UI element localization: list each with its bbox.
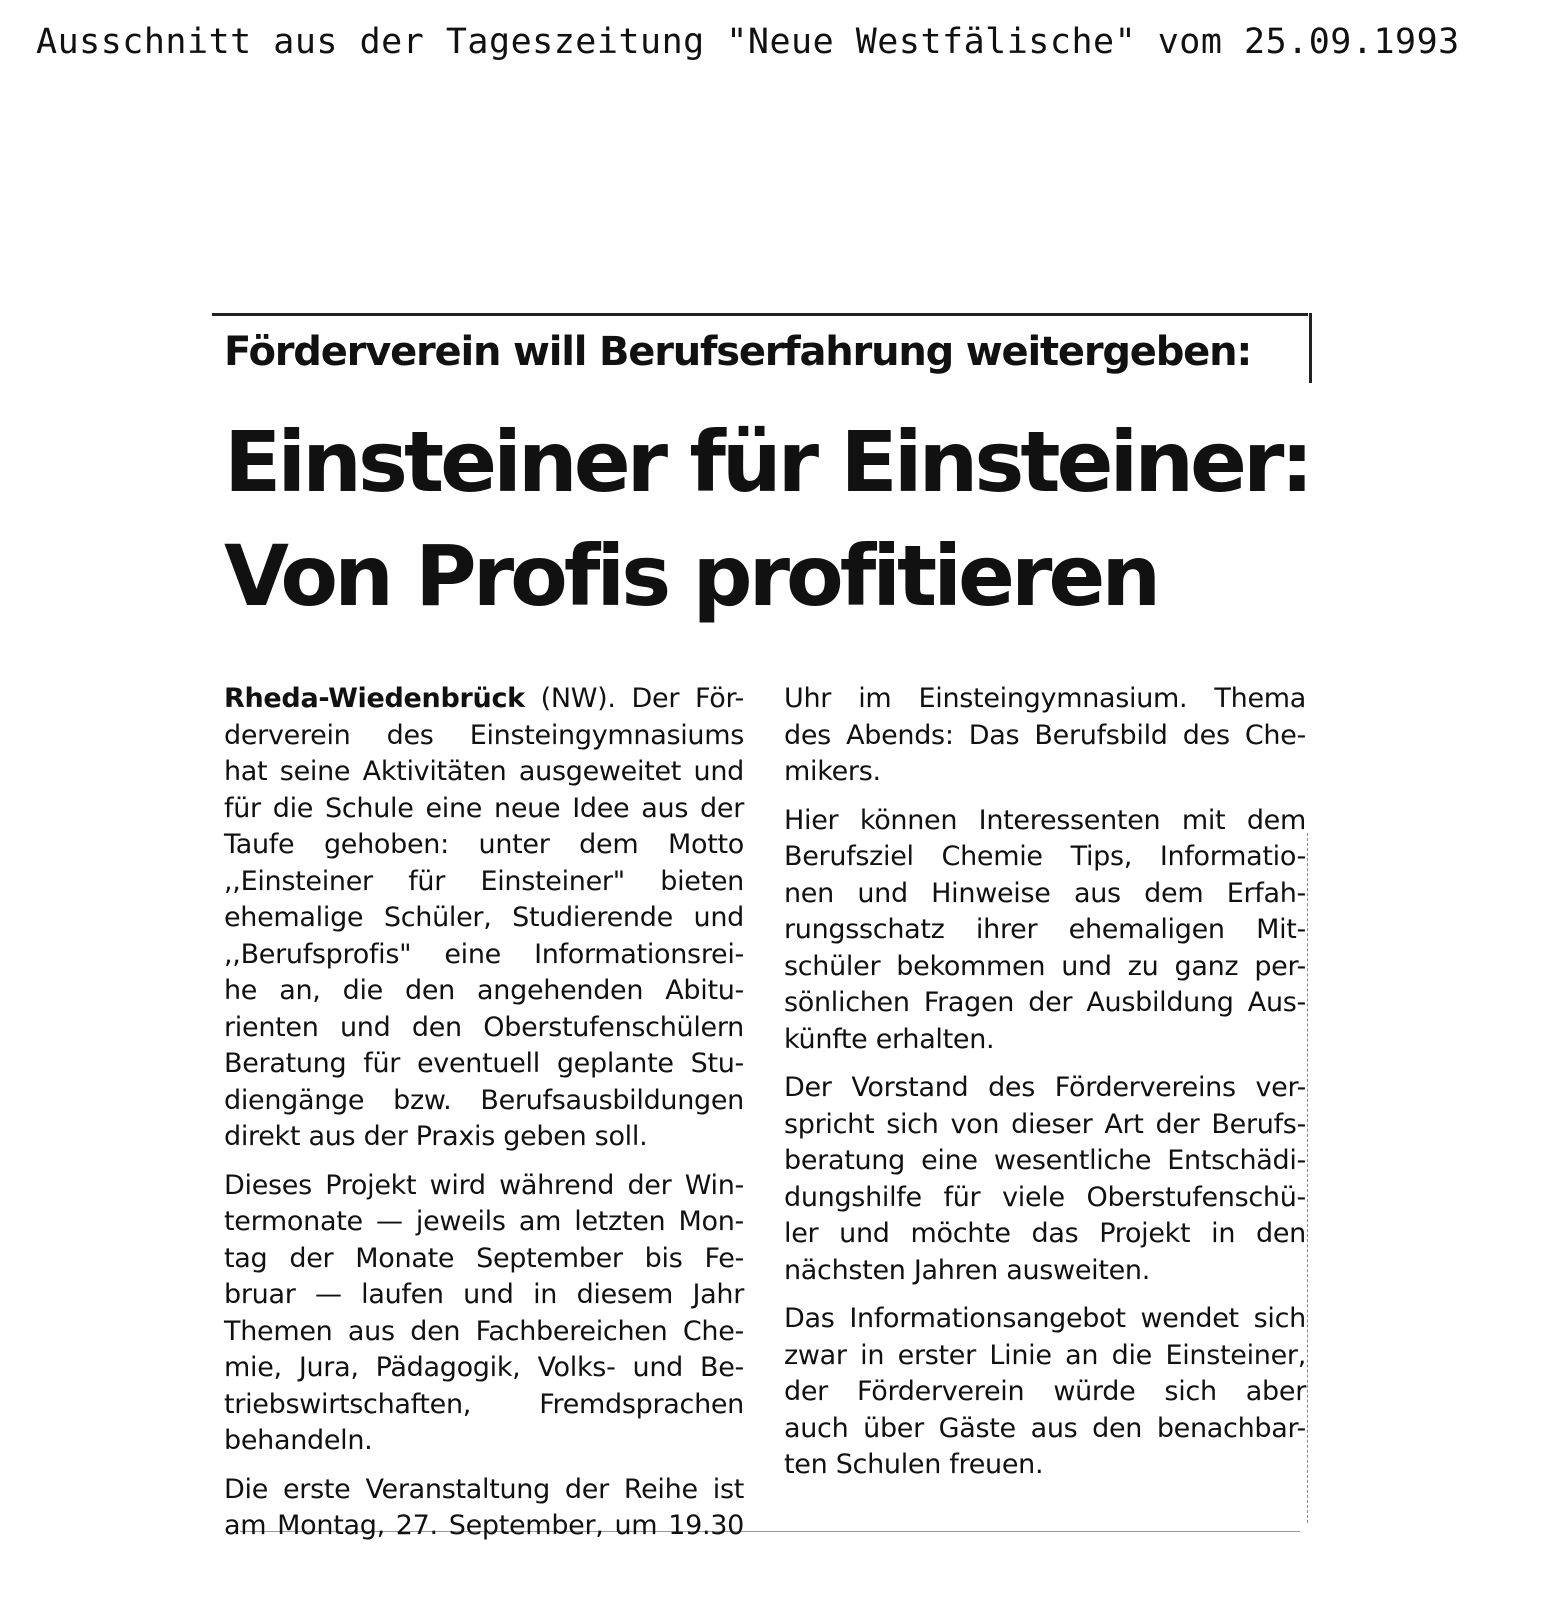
text-line: des Abends: Das Berufsbild des Che- [784, 719, 1306, 751]
text-line: Der Vorstand des Fördervereins ver- [784, 1072, 1306, 1103]
article-kicker: Förderverein will Berufserfahrung weitergeben: [224, 329, 1252, 375]
paragraph [784, 803, 1306, 1059]
headline-line-2: Von Profis profitieren [224, 527, 1158, 625]
text-line: Berufsziel Chemie Tips, Informatio- [784, 841, 1306, 872]
text-line: beratung eine wesentliche Entschädi- [784, 1145, 1306, 1176]
top-rule [212, 313, 1308, 316]
dateline: Rheda-Wiedenbrück [224, 683, 525, 714]
text-line: ten Schulen freuen. [784, 1449, 1044, 1480]
text-line: ehemalige Schüler, Studierende und [224, 902, 744, 933]
text-line: triebswirtschaften, Fremdsprachen [224, 1388, 744, 1420]
text-line: rungsschatz ihrer ehemaligen Mit- [784, 914, 1306, 945]
text-line: tag der Monate September bis Fe- [224, 1242, 744, 1274]
text-line: sönlichen Fragen der Ausbildung Aus- [784, 987, 1306, 1018]
paragraph [784, 681, 1306, 791]
text-line: der Förderverein würde sich aber [784, 1376, 1306, 1407]
text-line: rienten und den Oberstufenschülern [224, 1011, 744, 1043]
newspaper-clipping [212, 313, 1312, 1541]
text-line: Das Informationsangebot wendet sich [784, 1303, 1306, 1334]
text-line: Taufe gehoben: unter dem Motto [224, 829, 744, 860]
text-line: termonate — jeweils am letzten Mon- [224, 1206, 744, 1237]
text-line: bruar — laufen und in diesem Jahr [224, 1279, 744, 1310]
article-headline [224, 405, 1310, 633]
text-line: he an, die den angehenden Abitu- [224, 975, 744, 1006]
text-line: mie, Jura, Pädagogik, Volks- und Be- [224, 1352, 744, 1383]
text-line: dungshilfe für viele Oberstufenschü- [784, 1181, 1306, 1213]
text-line: diengänge bzw. Berufsausbildungen [224, 1084, 744, 1116]
text-line: hat seine Aktivitäten ausgeweitet und [224, 756, 744, 787]
text-line: Beratung für eventuell geplante Stu- [224, 1048, 744, 1079]
text-line: am Montag, 27. September, um 19.30 [224, 1510, 744, 1541]
text-line: auch über Gäste aus den benachbar- [784, 1412, 1306, 1444]
paragraph [224, 1472, 744, 1545]
paragraph [224, 681, 744, 1156]
paragraph [784, 1301, 1306, 1484]
text-line: ler und möchte das Projekt in den [784, 1218, 1306, 1249]
text-line: derverein des Einsteingymnasiums [224, 719, 744, 751]
headline-line-1: Einsteiner für Einsteiner: [224, 413, 1311, 511]
article-column-left [224, 681, 744, 1557]
text-line: spricht sich von dieser Art der Berufs- [784, 1108, 1306, 1140]
text-line: künfte erhalten. [784, 1023, 995, 1055]
text-line: nen und Hinweise aus dem Erfah- [784, 877, 1306, 909]
text-line: behandeln. [224, 1425, 373, 1456]
text-line: schüler bekommen und zu ganz per- [784, 950, 1306, 982]
text-line: Dieses Projekt wird während der Win- [224, 1169, 744, 1201]
text-line: (NW). Der För- [524, 683, 744, 714]
text-line: direkt aus der Praxis geben soll. [224, 1121, 648, 1152]
paragraph [224, 1168, 744, 1460]
text-line: Themen aus den Fachbereichen Che- [224, 1315, 744, 1347]
text-line: Hier können Interessenten mit dem [784, 804, 1306, 836]
text-line: nächsten Jahren ausweiten. [784, 1254, 1151, 1286]
text-line: für die Schule eine neue Idee aus der [224, 792, 744, 824]
text-line: Uhr im Einsteingymnasium. Thema [784, 683, 1306, 714]
text-line: Die erste Veranstaltung der Reihe ist [224, 1473, 744, 1505]
text-line: ,,Einsteiner für Einsteiner" bieten [224, 865, 744, 897]
right-cut-edge [1306, 833, 1308, 1523]
article-column-right [784, 681, 1306, 1496]
paragraph [784, 1070, 1306, 1289]
text-line: mikers. [784, 756, 881, 787]
clipping-caption: Ausschnitt aus der Tageszeitung "Neue Westfälische" vom 25.09.1993 [36, 22, 1460, 62]
right-rule [1309, 313, 1312, 383]
text-line: zwar in erster Linie an die Einsteiner, [784, 1339, 1306, 1371]
text-line: ,,Berufsprofis" eine Informationsrei- [224, 938, 744, 970]
